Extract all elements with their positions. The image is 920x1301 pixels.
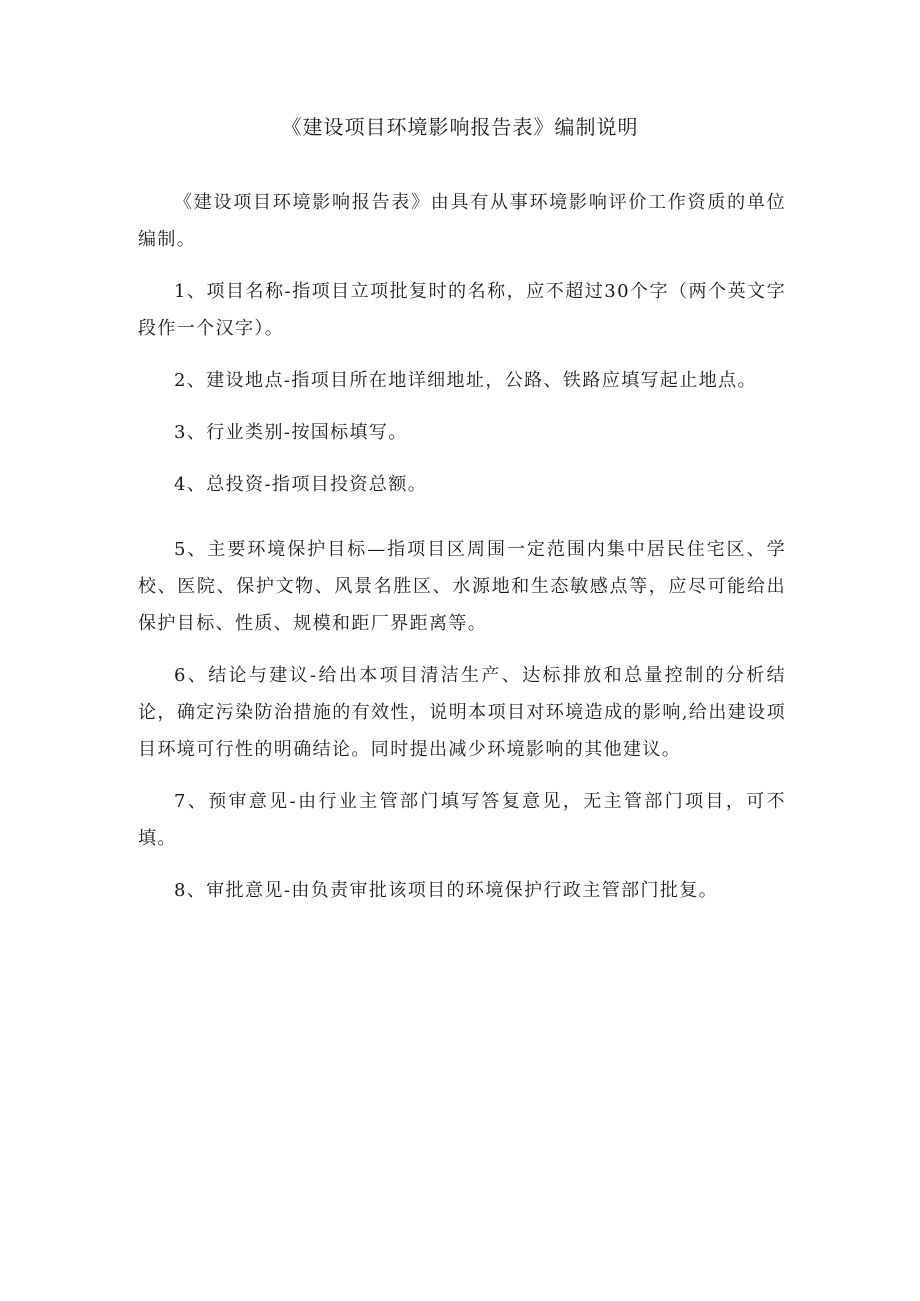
document-body — [138, 184, 786, 909]
document-title: 《建设项目环境影响报告表》编制说明 — [281, 115, 639, 139]
item-project-name: 1、项目名称-指项目立项批复时的名称，应不超过30个字（两个英文字段作一个汉字）。 — [138, 281, 786, 339]
item-construction-site: 2、建设地点-指项目所在地详细地址，公路、铁路应填写起止地点。 — [174, 370, 757, 391]
item-preliminary-review: 7、预审意见-由行业主管部门填写答复意见，无主管部门项目，可不填。 — [138, 791, 786, 849]
item-approval-opinion: 8、审批意见-由负责审批该项目的环境保护行政主管部门批复。 — [174, 880, 719, 901]
item-total-investment: 4、总投资-指项目投资总额。 — [174, 474, 428, 495]
item-protection-targets: 5、主要环境保护目标—指项目区周围一定范围内集中居民住宅区、学校、医院、保护文物、风景名胜区、水源地和生态敏感点等，应尽可能给出保护目标、性质、规模和距厂界距离等。 — [138, 539, 786, 634]
item-industry-category: 3、行业类别-按国标填写。 — [174, 422, 408, 443]
intro-paragraph: 《建设项目环境影响报告表》由具有从事环境影响评价工作资质的单位编制。 — [138, 192, 786, 250]
item-conclusions: 6、结论与建议-给出本项目清洁生产、达标排放和总量控制的分析结论，确定污染防治措施的有效性，说明本项目对环境造成的影响,给出建设项目环境可行性的明确结论。同时提出减少环境影响的其他建议。 — [138, 665, 786, 760]
